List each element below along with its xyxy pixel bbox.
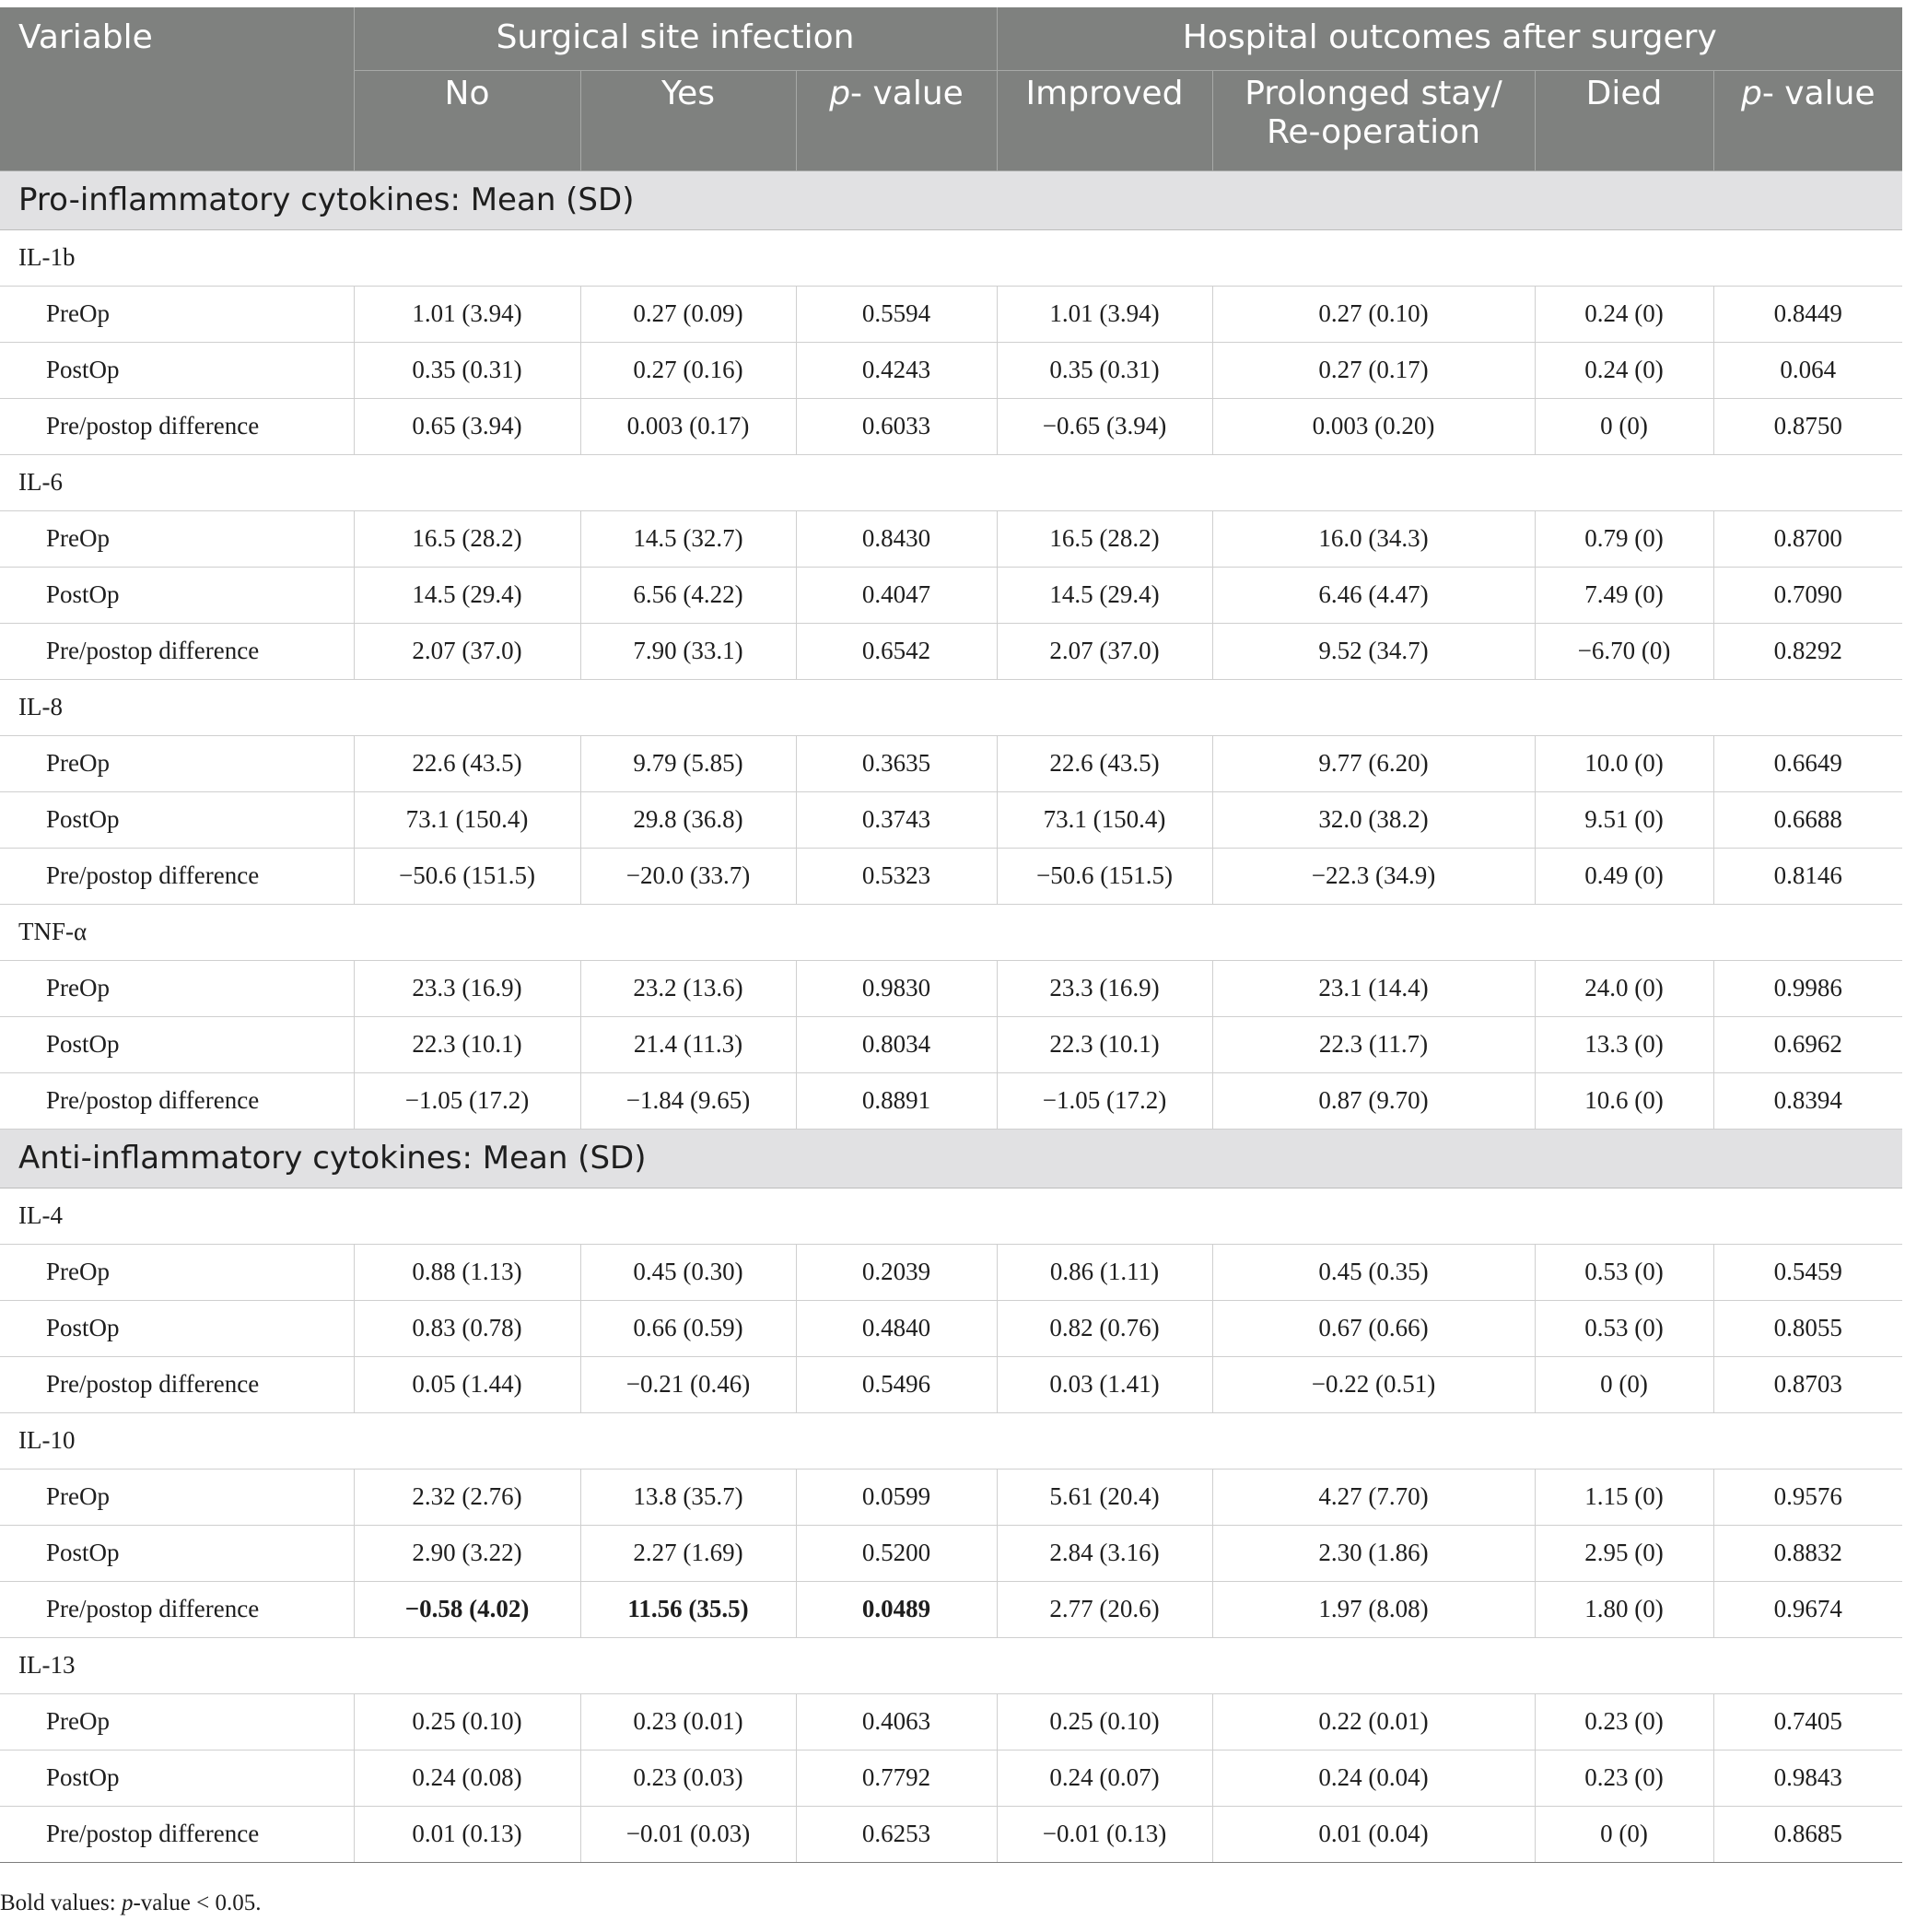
cell-outcomes-p-value: 0.9576	[1713, 1469, 1902, 1525]
cell-ssi-yes: 0.23 (0.03)	[580, 1750, 796, 1806]
cell-died: −6.70 (0)	[1535, 623, 1713, 679]
cell-prolonged-stay: 0.45 (0.35)	[1212, 1244, 1535, 1300]
table-row	[0, 1300, 1902, 1356]
cell-outcomes-p-value: 0.5459	[1713, 1244, 1902, 1300]
cell-improved: −0.01 (0.13)	[997, 1806, 1212, 1862]
table-row	[0, 342, 1902, 398]
row-label: Pre/postop difference	[0, 1356, 354, 1412]
table-row	[0, 1016, 1902, 1072]
header-hospital-outcomes: Hospital outcomes after surgery	[997, 7, 1902, 70]
cell-ssi-p-value: 0.3743	[796, 791, 997, 848]
group-row	[0, 904, 1902, 960]
row-label: PreOp	[0, 735, 354, 791]
group-row	[0, 679, 1902, 735]
row-label: PostOp	[0, 791, 354, 848]
cell-died: 9.51 (0)	[1535, 791, 1713, 848]
cell-died: 0 (0)	[1535, 398, 1713, 454]
cell-ssi-p-value: 0.4840	[796, 1300, 997, 1356]
cell-ssi-yes: 2.27 (1.69)	[580, 1525, 796, 1581]
cell-prolonged-stay: 32.0 (38.2)	[1212, 791, 1535, 848]
group-row	[0, 229, 1902, 286]
cell-prolonged-stay: 9.77 (6.20)	[1212, 735, 1535, 791]
group-name: IL-8	[0, 679, 1902, 735]
table-row	[0, 1581, 1902, 1637]
cell-outcomes-p-value: 0.7090	[1713, 567, 1902, 623]
group-row	[0, 1637, 1902, 1693]
header-died: Died	[1535, 70, 1713, 170]
cell-ssi-yes: 14.5 (32.7)	[580, 510, 796, 567]
cell-ssi-yes: −1.84 (9.65)	[580, 1072, 796, 1129]
section-title: Anti-inflammatory cytokines: Mean (SD)	[0, 1129, 1902, 1188]
cell-improved: 14.5 (29.4)	[997, 567, 1212, 623]
cell-outcomes-p-value: 0.9843	[1713, 1750, 1902, 1806]
table-row	[0, 1244, 1902, 1300]
cell-died: 0.23 (0)	[1535, 1750, 1713, 1806]
cell-ssi-no: 23.3 (16.9)	[354, 960, 580, 1016]
cell-prolonged-stay: 0.87 (9.70)	[1212, 1072, 1535, 1129]
row-label: Pre/postop difference	[0, 398, 354, 454]
cell-ssi-p-value: 0.5496	[796, 1356, 997, 1412]
cell-improved: −1.05 (17.2)	[997, 1072, 1212, 1129]
row-label: PreOp	[0, 510, 354, 567]
cell-prolonged-stay: 0.27 (0.17)	[1212, 342, 1535, 398]
footnote-prefix: Bold values:	[0, 1891, 122, 1915]
table-row	[0, 1356, 1902, 1412]
group-name: IL-6	[0, 454, 1902, 510]
cell-improved: 73.1 (150.4)	[997, 791, 1212, 848]
table-row	[0, 567, 1902, 623]
row-label: PreOp	[0, 1244, 354, 1300]
cell-ssi-p-value: 0.0489	[796, 1581, 997, 1637]
cell-outcomes-p-value: 0.7405	[1713, 1693, 1902, 1750]
cell-prolonged-stay: 0.24 (0.04)	[1212, 1750, 1535, 1806]
cell-ssi-no: 1.01 (3.94)	[354, 286, 580, 342]
cell-ssi-p-value: 0.4047	[796, 567, 997, 623]
row-label: PostOp	[0, 1300, 354, 1356]
row-label: PreOp	[0, 286, 354, 342]
cell-died: 0.53 (0)	[1535, 1300, 1713, 1356]
table-row	[0, 1806, 1902, 1862]
cell-prolonged-stay: 1.97 (8.08)	[1212, 1581, 1535, 1637]
cell-prolonged-stay: 0.27 (0.10)	[1212, 286, 1535, 342]
cell-prolonged-stay: 22.3 (11.7)	[1212, 1016, 1535, 1072]
cell-prolonged-stay: 16.0 (34.3)	[1212, 510, 1535, 567]
cell-prolonged-stay: 0.003 (0.20)	[1212, 398, 1535, 454]
cell-ssi-yes: 21.4 (11.3)	[580, 1016, 796, 1072]
cell-outcomes-p-value: 0.9986	[1713, 960, 1902, 1016]
cell-prolonged-stay: 0.01 (0.04)	[1212, 1806, 1535, 1862]
section-title: Pro-inflammatory cytokines: Mean (SD)	[0, 170, 1902, 229]
cell-died: 10.0 (0)	[1535, 735, 1713, 791]
group-row	[0, 454, 1902, 510]
cell-died: 7.49 (0)	[1535, 567, 1713, 623]
cell-ssi-no: −50.6 (151.5)	[354, 848, 580, 904]
cell-ssi-yes: 0.27 (0.16)	[580, 342, 796, 398]
cell-ssi-yes: 0.27 (0.09)	[580, 286, 796, 342]
cell-prolonged-stay: 4.27 (7.70)	[1212, 1469, 1535, 1525]
cell-died: 0 (0)	[1535, 1356, 1713, 1412]
cell-ssi-no: 22.3 (10.1)	[354, 1016, 580, 1072]
cell-ssi-p-value: 0.8891	[796, 1072, 997, 1129]
cell-ssi-p-value: 0.9830	[796, 960, 997, 1016]
cell-improved: 0.35 (0.31)	[997, 342, 1212, 398]
group-name: IL-1b	[0, 229, 1902, 286]
cell-ssi-yes: −0.21 (0.46)	[580, 1356, 796, 1412]
cell-ssi-yes: 7.90 (33.1)	[580, 623, 796, 679]
header-improved: Improved	[997, 70, 1212, 170]
row-label: PostOp	[0, 567, 354, 623]
cell-ssi-yes: 0.45 (0.30)	[580, 1244, 796, 1300]
cell-died: 0.24 (0)	[1535, 342, 1713, 398]
cell-ssi-p-value: 0.5200	[796, 1525, 997, 1581]
cell-outcomes-p-value: 0.8055	[1713, 1300, 1902, 1356]
cell-died: 0.79 (0)	[1535, 510, 1713, 567]
cell-ssi-yes: 0.23 (0.01)	[580, 1693, 796, 1750]
cell-ssi-no: 73.1 (150.4)	[354, 791, 580, 848]
header-p-value-ssi	[796, 70, 997, 170]
table-row	[0, 735, 1902, 791]
cell-ssi-p-value: 0.4243	[796, 342, 997, 398]
cell-prolonged-stay: −0.22 (0.51)	[1212, 1356, 1535, 1412]
footnote-italic: p	[121, 1891, 134, 1915]
cell-improved: 0.24 (0.07)	[997, 1750, 1212, 1806]
row-label: Pre/postop difference	[0, 848, 354, 904]
row-label: PostOp	[0, 1525, 354, 1581]
cell-improved: 0.25 (0.10)	[997, 1693, 1212, 1750]
p-italic: p	[1740, 74, 1762, 112]
cell-outcomes-p-value: 0.8685	[1713, 1806, 1902, 1862]
cell-outcomes-p-value: 0.8146	[1713, 848, 1902, 904]
cell-ssi-no: 0.35 (0.31)	[354, 342, 580, 398]
table-row	[0, 848, 1902, 904]
cell-ssi-yes: −0.01 (0.03)	[580, 1806, 796, 1862]
header-p-value-outcomes	[1713, 70, 1902, 170]
row-label: PostOp	[0, 1016, 354, 1072]
cell-improved: 23.3 (16.9)	[997, 960, 1212, 1016]
row-label: PreOp	[0, 960, 354, 1016]
cell-ssi-no: 2.07 (37.0)	[354, 623, 580, 679]
cell-ssi-p-value: 0.6253	[796, 1806, 997, 1862]
cell-improved: 16.5 (28.2)	[997, 510, 1212, 567]
row-label: Pre/postop difference	[0, 1072, 354, 1129]
table-row	[0, 791, 1902, 848]
cell-ssi-no: −0.58 (4.02)	[354, 1581, 580, 1637]
cell-ssi-no: 0.83 (0.78)	[354, 1300, 580, 1356]
table-row	[0, 510, 1902, 567]
cell-died: 2.95 (0)	[1535, 1525, 1713, 1581]
header-prolonged-stay	[1212, 70, 1535, 170]
cell-died: 24.0 (0)	[1535, 960, 1713, 1016]
cell-improved: 0.03 (1.41)	[997, 1356, 1212, 1412]
cell-ssi-no: 22.6 (43.5)	[354, 735, 580, 791]
footnote	[0, 1891, 262, 1916]
cell-ssi-p-value: 0.6033	[796, 398, 997, 454]
table-header	[0, 7, 1902, 170]
cell-died: 0.23 (0)	[1535, 1693, 1713, 1750]
cell-died: 1.15 (0)	[1535, 1469, 1713, 1525]
cell-improved: 0.82 (0.76)	[997, 1300, 1212, 1356]
row-label: PreOp	[0, 1469, 354, 1525]
cell-ssi-yes: 23.2 (13.6)	[580, 960, 796, 1016]
table-row	[0, 1072, 1902, 1129]
table-body	[0, 170, 1902, 1862]
cell-improved: 1.01 (3.94)	[997, 286, 1212, 342]
cell-ssi-yes: 29.8 (36.8)	[580, 791, 796, 848]
cell-ssi-p-value: 0.4063	[796, 1693, 997, 1750]
cell-prolonged-stay: 23.1 (14.4)	[1212, 960, 1535, 1016]
cell-ssi-no: 2.32 (2.76)	[354, 1469, 580, 1525]
group-name: IL-10	[0, 1412, 1902, 1469]
cell-outcomes-p-value: 0.8832	[1713, 1525, 1902, 1581]
cell-ssi-no: 0.25 (0.10)	[354, 1693, 580, 1750]
cell-improved: 2.77 (20.6)	[997, 1581, 1212, 1637]
cell-outcomes-p-value: 0.8292	[1713, 623, 1902, 679]
cell-ssi-yes: 13.8 (35.7)	[580, 1469, 796, 1525]
cell-ssi-p-value: 0.8034	[796, 1016, 997, 1072]
cell-outcomes-p-value: 0.8750	[1713, 398, 1902, 454]
section-row	[0, 1129, 1902, 1188]
cell-ssi-no: 0.01 (0.13)	[354, 1806, 580, 1862]
row-label: PostOp	[0, 342, 354, 398]
cell-ssi-no: 0.88 (1.13)	[354, 1244, 580, 1300]
cell-died: 13.3 (0)	[1535, 1016, 1713, 1072]
cell-improved: −0.65 (3.94)	[997, 398, 1212, 454]
group-row	[0, 1412, 1902, 1469]
group-name: IL-4	[0, 1188, 1902, 1244]
cell-died: 0.24 (0)	[1535, 286, 1713, 342]
cell-prolonged-stay: 9.52 (34.7)	[1212, 623, 1535, 679]
cell-ssi-yes: −20.0 (33.7)	[580, 848, 796, 904]
cell-ssi-p-value: 0.5594	[796, 286, 997, 342]
cell-prolonged-stay: 2.30 (1.86)	[1212, 1525, 1535, 1581]
p-italic: p	[829, 74, 851, 112]
section-row	[0, 170, 1902, 229]
cell-outcomes-p-value: 0.9674	[1713, 1581, 1902, 1637]
cell-died: 0 (0)	[1535, 1806, 1713, 1862]
group-name: IL-13	[0, 1637, 1902, 1693]
group-name: TNF-α	[0, 904, 1902, 960]
cell-ssi-yes: 11.56 (35.5)	[580, 1581, 796, 1637]
cell-outcomes-p-value: 0.8394	[1713, 1072, 1902, 1129]
cell-ssi-p-value: 0.7792	[796, 1750, 997, 1806]
cell-ssi-p-value: 0.3635	[796, 735, 997, 791]
cell-ssi-yes: 9.79 (5.85)	[580, 735, 796, 791]
cell-died: 10.6 (0)	[1535, 1072, 1713, 1129]
cell-prolonged-stay: 6.46 (4.47)	[1212, 567, 1535, 623]
header-variable: Variable	[0, 7, 354, 170]
cell-prolonged-stay: 0.67 (0.66)	[1212, 1300, 1535, 1356]
cell-ssi-yes: 0.66 (0.59)	[580, 1300, 796, 1356]
table-row	[0, 1693, 1902, 1750]
cell-ssi-yes: 0.003 (0.17)	[580, 398, 796, 454]
p-value-text: - value	[850, 74, 964, 112]
table-row	[0, 398, 1902, 454]
group-row	[0, 1188, 1902, 1244]
header-surgical-site-infection: Surgical site infection	[354, 7, 997, 70]
cell-prolonged-stay: 0.22 (0.01)	[1212, 1693, 1535, 1750]
cell-improved: 22.6 (43.5)	[997, 735, 1212, 791]
cell-outcomes-p-value: 0.6688	[1713, 791, 1902, 848]
header-no: No	[354, 70, 580, 170]
cell-ssi-no: 0.65 (3.94)	[354, 398, 580, 454]
cell-outcomes-p-value: 0.6649	[1713, 735, 1902, 791]
table-row	[0, 1525, 1902, 1581]
row-label: PostOp	[0, 1750, 354, 1806]
cell-died: 0.49 (0)	[1535, 848, 1713, 904]
cell-died: 0.53 (0)	[1535, 1244, 1713, 1300]
cell-outcomes-p-value: 0.8700	[1713, 510, 1902, 567]
cell-ssi-p-value: 0.5323	[796, 848, 997, 904]
cell-ssi-no: 0.24 (0.08)	[354, 1750, 580, 1806]
cell-outcomes-p-value: 0.064	[1713, 342, 1902, 398]
table-row	[0, 960, 1902, 1016]
cell-ssi-yes: 6.56 (4.22)	[580, 567, 796, 623]
cell-ssi-no: −1.05 (17.2)	[354, 1072, 580, 1129]
table-row	[0, 286, 1902, 342]
cell-outcomes-p-value: 0.8449	[1713, 286, 1902, 342]
row-label: PreOp	[0, 1693, 354, 1750]
cell-ssi-no: 14.5 (29.4)	[354, 567, 580, 623]
cell-ssi-p-value: 0.8430	[796, 510, 997, 567]
header-yes: Yes	[580, 70, 796, 170]
cytokine-table	[0, 7, 1902, 1863]
footnote-suffix: -value < 0.05.	[133, 1891, 262, 1915]
table-row	[0, 623, 1902, 679]
cell-improved: 2.84 (3.16)	[997, 1525, 1212, 1581]
cell-ssi-no: 0.05 (1.44)	[354, 1356, 580, 1412]
cell-died: 1.80 (0)	[1535, 1581, 1713, 1637]
cell-improved: 5.61 (20.4)	[997, 1469, 1212, 1525]
cell-ssi-p-value: 0.0599	[796, 1469, 997, 1525]
p-value-text: - value	[1761, 74, 1876, 112]
prolonged-line2: Re-operation	[1266, 112, 1481, 151]
row-label: Pre/postop difference	[0, 1806, 354, 1862]
cell-prolonged-stay: −22.3 (34.9)	[1212, 848, 1535, 904]
table-row	[0, 1750, 1902, 1806]
cell-outcomes-p-value: 0.8703	[1713, 1356, 1902, 1412]
table-row	[0, 1469, 1902, 1525]
prolonged-line1: Prolonged stay/	[1245, 74, 1502, 112]
cell-improved: 22.3 (10.1)	[997, 1016, 1212, 1072]
cell-ssi-no: 2.90 (3.22)	[354, 1525, 580, 1581]
cell-ssi-p-value: 0.6542	[796, 623, 997, 679]
cell-improved: 2.07 (37.0)	[997, 623, 1212, 679]
cell-ssi-no: 16.5 (28.2)	[354, 510, 580, 567]
row-label: Pre/postop difference	[0, 623, 354, 679]
cell-improved: −50.6 (151.5)	[997, 848, 1212, 904]
cell-outcomes-p-value: 0.6962	[1713, 1016, 1902, 1072]
cell-ssi-p-value: 0.2039	[796, 1244, 997, 1300]
cell-improved: 0.86 (1.11)	[997, 1244, 1212, 1300]
row-label: Pre/postop difference	[0, 1581, 354, 1637]
